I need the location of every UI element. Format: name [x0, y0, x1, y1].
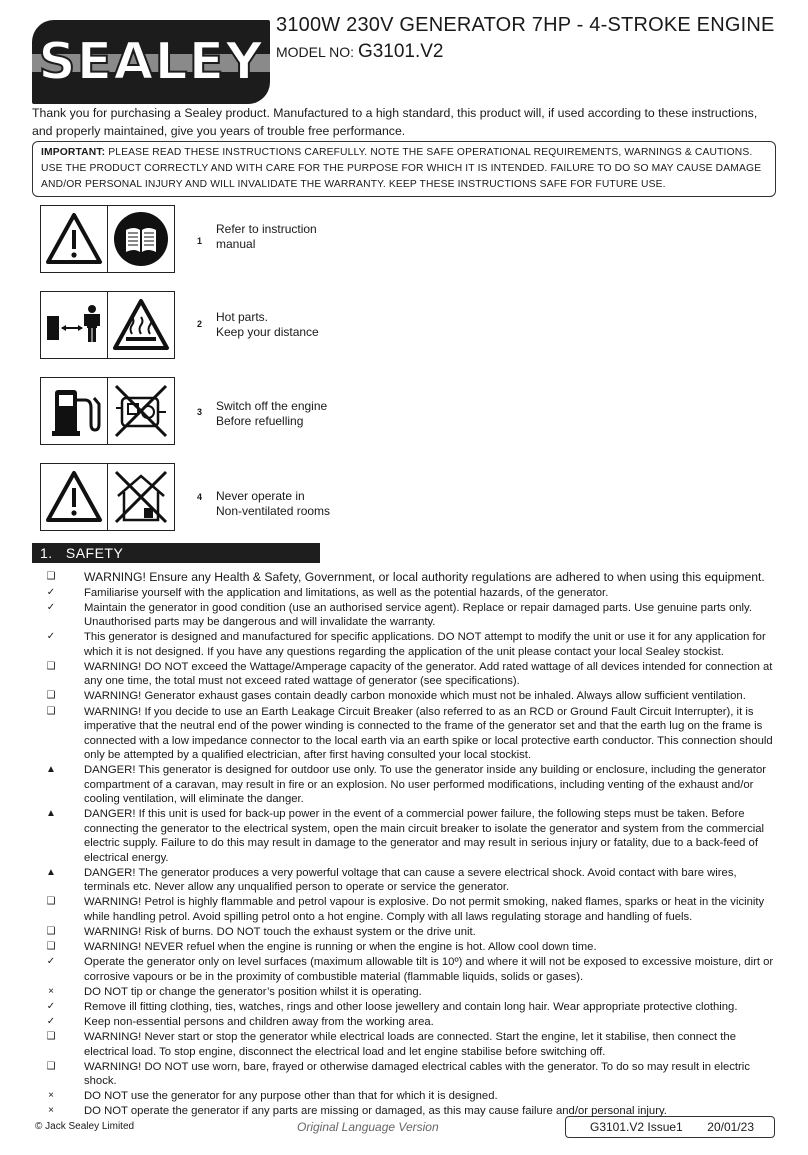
bullet-symbol: ❑ — [46, 690, 56, 702]
bullet-symbol: ✓ — [46, 956, 56, 968]
item-text: Maintain the generator in good condition (use an authorised service agent). Replace or repair damaged parts. Use genuine parts only. Unauthorised parts may be dangerous and will invalidate the warranty. — [84, 601, 752, 629]
symbol-caption-line1: Switch off the engine — [216, 399, 328, 413]
list-item — [32, 689, 777, 704]
list-item — [32, 955, 777, 984]
symbol-caption — [216, 399, 327, 429]
item-text: DANGER! This generator is designed for outdoor use only. To use the generator inside any building or enclosure, including the generator compartment of a caravan, may result in fire or an explosion. No user performed modifications, including venting of the exhaust and/or cooling ventilation, will eliminate the danger. — [84, 764, 766, 806]
notice-label: IMPORTANT: — [41, 147, 106, 158]
bullet-symbol: ▲ — [46, 808, 56, 820]
list-item — [32, 895, 777, 924]
item-text: WARNING! Risk of burns. DO NOT touch the exhaust system or the drive unit. — [84, 926, 476, 939]
bullet-symbol: ❑ — [46, 705, 56, 717]
issue-date: 20/01/23 — [707, 1120, 754, 1134]
symbol-caption-line2: Before refuelling — [216, 414, 304, 428]
list-item — [32, 630, 777, 659]
list-item — [32, 705, 777, 763]
bullet-symbol: ▲ — [46, 866, 56, 878]
keep-distance-icon — [40, 291, 108, 359]
item-text: WARNING! Petrol is highly flammable and petrol vapour is explosive. Do not permit smoking, naked flames, sparks or heat in the vicinity while handling petrol. Avoid spilling petrol onto a hot engine. Comply with all laws regulating storage and handling of fuels. — [84, 896, 765, 923]
item-text: Operate the generator only on level surfaces (maximum allowable tilt is 10º) and where it will not be exposed to excessive moisture, dirt or corrosive vapours or be in the proximity of combustible material (flammable liquids, solids or gases). — [84, 956, 774, 983]
bullet-symbol: ✓ — [46, 586, 56, 598]
warning-triangle-icon — [40, 463, 108, 531]
hot-surface-icon — [107, 291, 175, 359]
bullet-symbol: × — [48, 1090, 54, 1102]
symbol-caption-line2: Keep your distance — [216, 325, 319, 339]
model-label: MODEL NO: — [276, 44, 355, 60]
symbol-caption-line1: Refer to instruction — [216, 222, 317, 236]
list-item — [32, 660, 777, 689]
list-item — [32, 1089, 777, 1104]
notice-text: PLEASE READ THESE INSTRUCTIONS CAREFULLY. NOTE THE SAFE OPERATIONAL REQUIREMENTS, WARNINGS & CAUTIONS. USE THE PRODUCT CORRECTLY AND WITH CARE FOR THE PURPOSE FOR WHICH IT IS INTENDED. FAILURE TO DO SO MAY CAUSE DAMAGE AND/OR PERSONAL INJURY AND WILL INVALIDATE THE WARRANTY. KEEP THESE INSTRUCTIONS SAFE FOR FUTURE USE. — [41, 147, 762, 190]
symbol-row-4 — [40, 463, 330, 530]
bullet-symbol: ❑ — [46, 1031, 56, 1043]
item-text: WARNING! Generator exhaust gases contain deadly carbon monoxide which must not be inhaled. Always allow sufficient ventilation. — [84, 690, 746, 703]
symbol-caption — [216, 310, 319, 340]
bullet-symbol: ❑ — [46, 941, 56, 953]
bullet-symbol: ❑ — [46, 1060, 56, 1072]
symbol-number: 1 — [197, 236, 203, 246]
instruction-manual-icon — [107, 205, 175, 273]
bullet-symbol: ❑ — [46, 896, 56, 908]
bullet-symbol: ✓ — [46, 601, 56, 613]
model-issue: G3101.V2 Issue1 — [590, 1120, 683, 1134]
symbol-caption-line1: Never operate in — [216, 489, 305, 503]
bullet-symbol: ❑ — [46, 571, 56, 582]
no-running-engine-icon — [107, 377, 175, 445]
bullet-symbol: × — [48, 1105, 54, 1117]
item-text: DO NOT use the generator for any purpose other than that for which it is designed. — [84, 1090, 498, 1103]
item-text: WARNING! NEVER refuel when the engine is running or when the engine is hot. Allow cool down time. — [84, 941, 597, 954]
logo-text: SEALEY — [38, 32, 264, 92]
item-text: DO NOT operate the generator if any parts are missing or damaged, as this may cause failure and/or personal injury. — [84, 1105, 667, 1118]
safety-list — [32, 569, 777, 1119]
bullet-symbol: ✓ — [46, 631, 56, 643]
intro-text: Thank you for purchasing a Sealey product. Manufactured to a high standard, this product will, if used according to these instructions, and properly maintained, give you years of trouble free performance. — [32, 106, 758, 138]
document-reference-box — [565, 1116, 775, 1138]
copyright-text: © Jack Sealey Limited — [35, 1121, 135, 1132]
symbol-caption-line1: Hot parts. — [216, 310, 269, 324]
item-text: Familiarise yourself with the application and limitations, as well as the potential hazards, of the generator. — [84, 586, 609, 599]
list-item — [32, 985, 777, 1000]
symbol-caption — [216, 489, 330, 519]
item-text: DANGER! The generator produces a very powerful voltage that can cause a severe electrical shock. Avoid contact with bare wires, terminals etc. Never allow any unqualified person to operate or service the generator. — [84, 866, 737, 894]
bullet-symbol: ❑ — [46, 660, 56, 672]
symbol-row-3 — [40, 377, 330, 444]
section-number: 1. — [40, 545, 53, 561]
section-heading-safety — [32, 543, 320, 563]
list-item — [32, 1015, 777, 1030]
symbol-number: 3 — [197, 407, 203, 417]
list-item — [32, 569, 777, 585]
list-item — [32, 866, 777, 895]
item-text: DANGER! If this unit is used for back-up power in the event of a commercial power failure, the following steps must be taken. Before connecting the generator to the electrical system, open the main circuit breaker to isolate the generator and system from the commercial electric supply. Failure to do this may result in damage to the generator and may result in serious injury or fatality, due to a back-feed of electrical energy. — [84, 808, 765, 864]
bullet-symbol: ▲ — [46, 764, 56, 776]
item-text: WARNING! DO NOT use worn, bare, frayed or otherwise damaged electrical cables with the generator. To do so may result in electric shock. — [84, 1060, 750, 1088]
no-indoor-use-icon — [107, 463, 175, 531]
bullet-symbol: ❑ — [46, 926, 56, 938]
item-text: WARNING! DO NOT exceed the Wattage/Amperage capacity of the generator. Add rated wattage of all devices intended for connection at any one time, the total must not exceed rated wattage of generator (see specifications). — [84, 660, 773, 688]
page-footer — [32, 1116, 777, 1138]
symbol-caption — [216, 222, 317, 252]
symbol-row-1 — [40, 205, 330, 272]
important-notice — [32, 141, 776, 197]
symbol-number: 4 — [197, 492, 203, 502]
model-number: G3101.V2 — [357, 41, 444, 62]
list-item — [32, 925, 777, 940]
symbol-caption-line2: Non-ventilated rooms — [216, 504, 331, 518]
list-item — [32, 1030, 777, 1059]
list-item — [32, 1060, 777, 1089]
model-line — [276, 41, 444, 63]
warning-triangle-icon — [40, 205, 108, 273]
bullet-symbol: ✓ — [46, 1016, 56, 1027]
item-text: This generator is designed and manufactured for specific applications. DO NOT attempt to modify the unit or use it for any application for which it is not designed. If you have any questions regarding the application of the unit please contact your local Sealey stockist. — [84, 631, 766, 658]
symbol-row-2 — [40, 291, 330, 358]
item-text: Keep non-essential persons and children away from the working area. — [84, 1016, 434, 1028]
list-item — [32, 807, 777, 865]
symbol-number: 2 — [197, 319, 203, 329]
item-text: Remove ill fitting clothing, ties, watches, rings and other loose jewellery and contain long hair. Wear appropriate protective clothing. — [84, 1000, 738, 1013]
sealey-logo — [32, 20, 270, 104]
list-item — [32, 1000, 777, 1015]
list-item — [32, 601, 777, 630]
page-title: 3100W 230V GENERATOR 7HP - 4-STROKE ENGINE — [276, 14, 775, 36]
bullet-symbol: × — [48, 985, 54, 997]
item-text: DO NOT tip or change the generator’s position whilst it is operating. — [84, 985, 422, 998]
list-item — [32, 940, 777, 955]
item-text: WARNING! Never start or stop the generator while electrical loads are connected. Start the engine, let it stabilise, then connect the electrical load. To stop engine, disconnect the electrical load and let engine stabilise before switching off. — [84, 1031, 736, 1058]
fuel-pump-icon — [40, 377, 108, 445]
original-language-text: Original Language Version — [297, 1120, 439, 1134]
bullet-symbol: ✓ — [46, 1000, 56, 1012]
item-text: WARNING! Ensure any Health & Safety, Government, or local authority regulations are adhered to when using this equipment. — [84, 570, 765, 584]
item-text: WARNING! If you decide to use an Earth Leakage Circuit Breaker (also referred to as an RCD or Ground Fault Circuit Interrupter), it is imperative that the neutral end of the power winding is connected to the frame of the generator set and that the earth lug on the frame is connected with a low impedance connector to the local earth via an earth spike or local protective earth conductor. This connection should only be attempted by a qualified electrician, after first having consulted your local stockist. — [84, 705, 773, 762]
list-item — [32, 586, 777, 601]
symbol-caption-line2: manual — [216, 237, 256, 251]
section-title: SAFETY — [65, 545, 124, 561]
list-item — [32, 763, 777, 807]
